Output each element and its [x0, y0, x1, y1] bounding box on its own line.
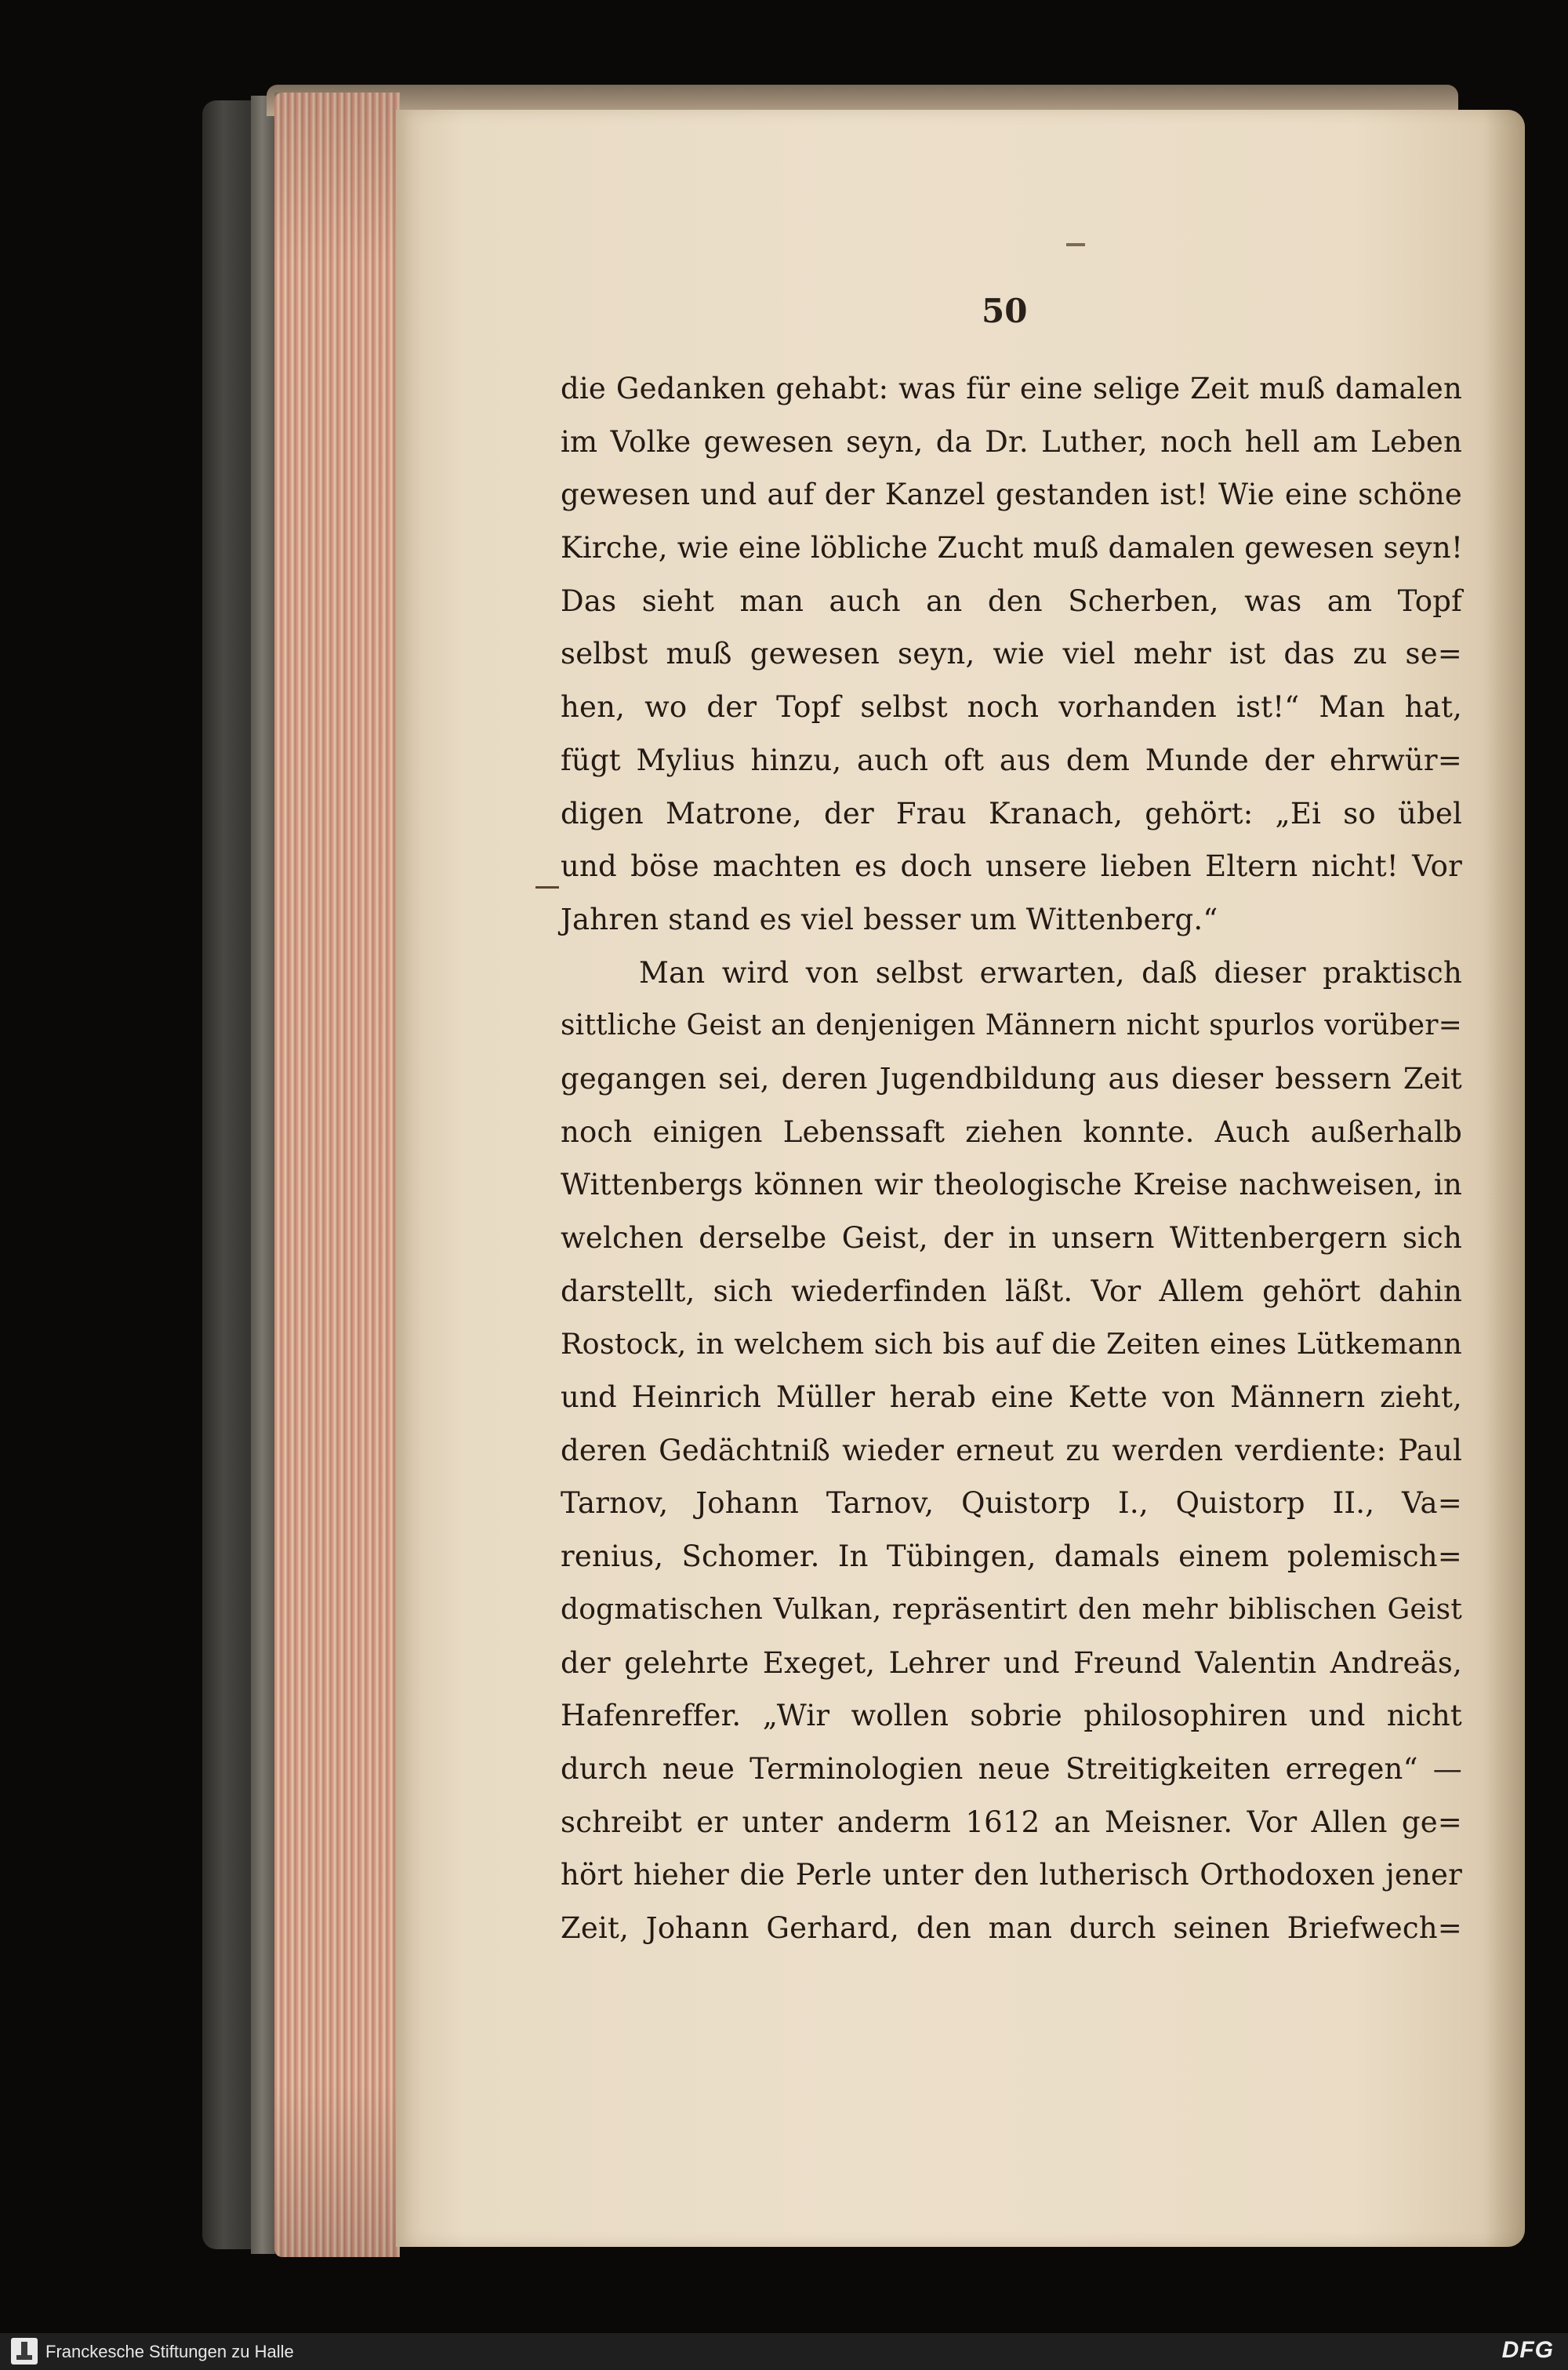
- page-stack-shade: [274, 93, 400, 2257]
- text-line-16: Wittenbergs können wir theologische Kreise nachweisen, in: [561, 1168, 1462, 1202]
- text-line-25: der gelehrte Exeget, Lehrer und Freund Valentin Andreäs,: [561, 1645, 1462, 1680]
- text-line-26: Hafenreffer. „Wir wollen sobrie philosophiren und nicht: [561, 1699, 1462, 1733]
- text-line-2: im Volke gewesen seyn, da Dr. Luther, noch hell am Leben: [561, 424, 1462, 459]
- text-line-10: und böse machten es doch unsere lieben Eltern nicht! Vor: [561, 849, 1462, 884]
- text-line-30: Zeit, Johann Gerhard, den man durch seinen Briefwech=: [561, 1910, 1462, 1945]
- text-line-4: Kirche, wie eine löbliche Zucht muß damalen gewesen seyn!: [561, 531, 1464, 565]
- text-line-3: gewesen und auf der Kanzel gestanden ist! Wie eine schöne: [561, 478, 1462, 512]
- text-line-1: die Gedanken gehabt: was für eine selige Zeit muß damalen: [561, 372, 1462, 405]
- text-line-29: hört hieher die Perle unter den lutherisch Orthodoxen jener: [561, 1858, 1462, 1892]
- text-line-11: Jahren stand es viel besser um Wittenberg.“: [561, 902, 1218, 936]
- text-line-19: Rostock, in welchem sich bis auf die Zeiten eines Lütkemann: [561, 1327, 1462, 1361]
- margin-mark-left: [535, 886, 559, 889]
- page-number: 50: [982, 292, 1028, 330]
- footer-bar: [0, 2333, 1568, 2370]
- dfg-logo: DFG: [1501, 2337, 1554, 2363]
- text-line-17: welchen derselbe Geist, der in unsern Wittenbergern sich: [561, 1221, 1462, 1255]
- text-line-5: Das sieht man auch an den Scherben, was am Topf: [561, 583, 1462, 618]
- text-line-12: Man wird von selbst erwarten, daß dieser praktisch: [639, 955, 1462, 990]
- text-line-24: dogmatischen Vulkan, repräsentirt den mehr biblischen Geist: [561, 1593, 1462, 1626]
- text-block: [561, 362, 1462, 1955]
- margin-mark-top: [1066, 243, 1085, 246]
- text-line-6: selbst muß gewesen seyn, wie viel mehr ist das zu se=: [561, 637, 1462, 671]
- text-line-18: darstellt, sich wiederfinden läßt. Vor Allem gehört dahin: [561, 1274, 1462, 1308]
- text-line-9: digen Matrone, der Frau Kranach, gehört: „Ei so übel: [561, 796, 1462, 831]
- institution-logo-icon: [11, 2338, 38, 2365]
- text-line-22: Tarnov, Johann Tarnov, Quistorp I., Quistorp II., Va=: [561, 1486, 1462, 1521]
- text-line-23: renius, Schomer. In Tübingen, damals einem polemisch=: [561, 1539, 1462, 1574]
- text-line-27: durch neue Terminologien neue Streitigkeiten erregen“ —: [561, 1751, 1462, 1786]
- text-line-21: deren Gedächtniß wieder erneut zu werden verdiente: Paul: [561, 1433, 1462, 1467]
- text-line-28: schreibt er unter anderm 1612 an Meisner. Vor Allen ge=: [561, 1805, 1462, 1839]
- text-line-20: und Heinrich Müller herab eine Kette von Männern zieht,: [561, 1380, 1462, 1415]
- text-line-7: hen, wo der Topf selbst noch vorhanden ist!“ Man hat,: [561, 690, 1462, 725]
- text-line-13: sittliche Geist an denjenigen Männern nicht spurlos vorüber=: [561, 1009, 1462, 1042]
- text-line-14: gegangen sei, deren Jugendbildung aus dieser bessern Zeit: [561, 1061, 1462, 1096]
- institution-name: Franckesche Stiftungen zu Halle: [45, 2342, 294, 2361]
- text-line-8: fügt Mylius hinzu, auch oft aus dem Munde der ehrwür=: [561, 743, 1462, 777]
- text-line-15: noch einigen Lebenssaft ziehen konnte. Auch außerhalb: [561, 1114, 1462, 1149]
